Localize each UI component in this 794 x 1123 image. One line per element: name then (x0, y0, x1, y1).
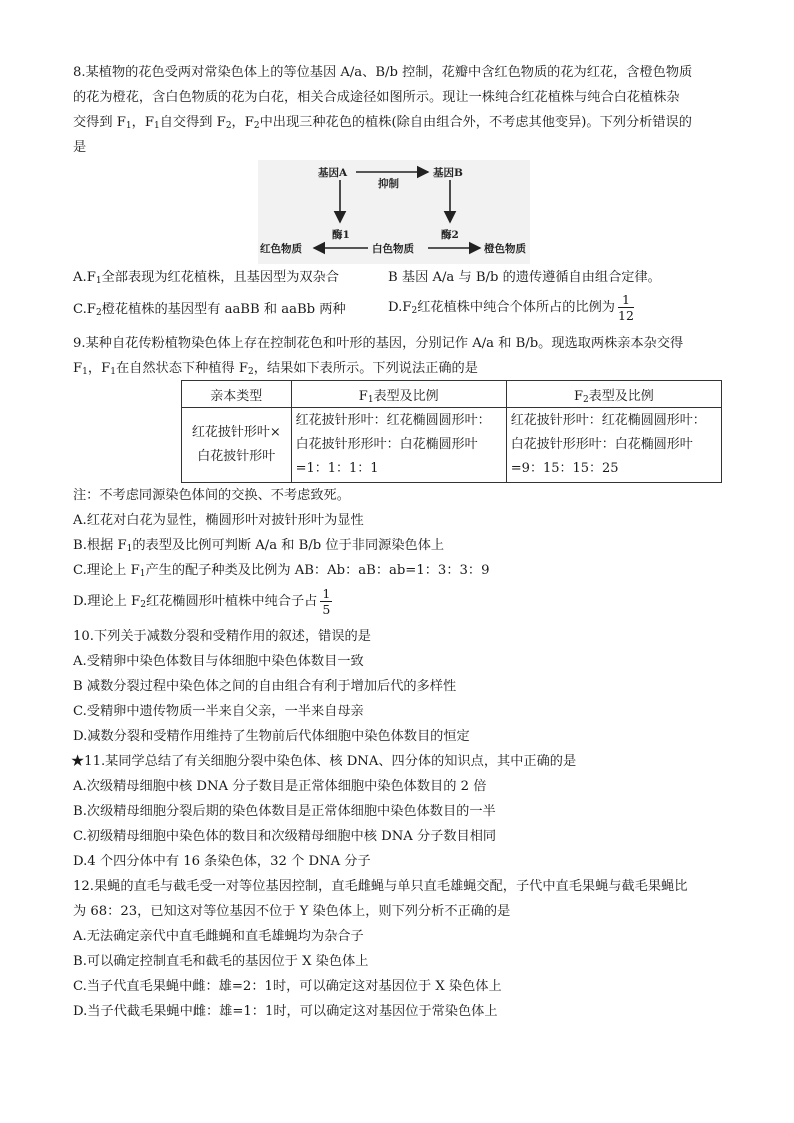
q8-stem-line-2: 的花为橙花，含白色物质的花为白花，相关合成途径如图所示。现让一株纯合红花植株与纯合白花植株杂 (73, 90, 680, 105)
enzyme-1-label: 酶1 (332, 229, 350, 241)
q11-option-b: B.次级精母细胞分裂后期的染色体数目是正常体细胞中染色体数目的一半 (73, 804, 496, 819)
q9-option-a: A.红花对白花为显性，椭圆形叶对披针形叶为显性 (73, 513, 364, 528)
cell-f1: 红花披针形叶：红花椭圆圆形叶：白花披针形形叶：白花椭圆形叶=1：1：1：1 (291, 408, 506, 483)
q11-option-d: D.4 个四分体中有 16 条染色体，32 个 DNA 分子 (73, 854, 371, 869)
q10-option-c: C.受精卵中遗传物质一半来自父亲，一半来自母亲 (73, 704, 364, 719)
q9-option-b: B.根据 $F_1$的表型及比例可判断 A/a 和 B/b 位于非同源染色体上 (73, 538, 445, 554)
q12-option-b: B.可以确定控制直毛和截毛的基因位于 X 染色体上 (73, 954, 369, 969)
gene-b-label: 基因B (433, 167, 463, 179)
cross-results-table (181, 380, 722, 483)
header-f1: $F_1$表型及比例 (291, 381, 506, 408)
q8-stem-line-4: 是 (73, 140, 87, 155)
q8-option-a: $A.F_1$全部表现为红花植株，且基因型为双杂合 (73, 270, 339, 286)
q12-option-d: D.当子代截毛果蝇中雌：雄=1：1时，可以确定这对基因位于常染色体上 (73, 1004, 498, 1019)
q10-stem: 10.下列关于减数分裂和受精作用的叙述，错误的是 (73, 629, 371, 644)
q8-option-d-fraction: $\frac{1}{12}$ (618, 292, 634, 323)
q8-stem-line-3: 交得到 $F_1$，$F_1$自交得到 $F_2$，$F_2$中出现三种花色的植株(除自由组合外，不考虑其他变异)。下列分析错误的 (73, 115, 692, 131)
cell-f2: 红花披针形叶：红花椭圆圆形叶：白花披针形形叶：白花椭圆形叶=9：15：15：25 (506, 408, 721, 483)
q11-option-c: C.初级精母细胞中染色体的数目和次级精母细胞中核 DNA 分子数目相同 (73, 829, 497, 844)
q8-stem-line-1: 8.某植物的花色受两对常染色体上的等位基因 A/a、B/b 控制，花瓣中含红色物质的花为红花，含橙色物质 (73, 65, 693, 80)
q9-stem-line-2: $F_1$，$F_1$在自然状态下种植得 $F_2$，结果如下表所示。下列说法正确的是 (73, 361, 478, 377)
inhibit-label: 抑制 (378, 178, 399, 190)
q11-option-a: A.次级精母细胞中核 DNA 分子数目是正常体细胞中染色体数目的 2 倍 (73, 779, 487, 794)
q8-option-c: $C.F_2$橙花植株的基因型有 aaBB 和 aaBb 两种 (73, 302, 346, 318)
header-f2: $F_2$表型及比例 (506, 381, 721, 408)
q9-option-d-fraction: $\frac{1}{5}$ (322, 586, 331, 617)
q10-option-d: D.减数分裂和受精作用维持了生物前后代体细胞中染色体数目的恒定 (73, 729, 470, 744)
q9-stem-line-1: 9.某种自花传粉植物染色体上存在控制花色和叶形的基因，分别记作 A/a 和 B/b。现选取两株亲本杂交得 (73, 336, 684, 351)
q12-stem-line-1: 12.果蝇的直毛与截毛受一对等位基因控制，直毛雌蝇与单只直毛雄蝇交配，子代中直毛果蝇与截毛果蝇比 (73, 879, 688, 894)
orange-substance-label: 橙色物质 (484, 243, 526, 255)
q10-option-a: A.受精卵中染色体数目与体细胞中染色体数目一致 (73, 654, 364, 669)
table-header-row (182, 381, 722, 408)
table-row (182, 408, 722, 483)
q9-note: 注：不考虑同源染色体间的交换、不考虑致死。 (73, 488, 350, 503)
q9-option-d: D.理论上 $F_2$红花椭圆形叶植株中纯合子占 $\frac{1}{5}$ (73, 586, 331, 617)
q12-option-c: C.当子代直毛果蝇中雌：雄=2：1时，可以确定这对基因位于 X 染色体上 (73, 979, 502, 994)
q12-option-a: A.无法确定亲代中直毛雌蝇和直毛雄蝇均为杂合子 (73, 929, 364, 944)
red-substance-label: 红色物质 (260, 243, 302, 255)
header-parent-type: 亲本类型 (182, 381, 292, 408)
pathway-diagram (258, 160, 530, 264)
cell-parent: 红花披针形叶×白花披针形叶 (182, 408, 292, 483)
q8-option-d: $D.F_2$红花植株中纯合个体所占的比例为 $\frac{1}{12}$ (388, 292, 634, 323)
q12-stem-line-2: 为 68：23，已知这对等位基因不位于 Y 染色体上，则下列分析不正确的是 (73, 904, 511, 919)
gene-a-label: 基因A (318, 167, 348, 179)
white-substance-label: 白色物质 (372, 243, 414, 255)
q10-option-b: B 减数分裂过程中染色体之间的自由组合有利于增加后代的多样性 (73, 679, 457, 694)
q11-stem: ★11.某同学总结了有关细胞分裂中染色体、核 DNA、四分体的知识点，其中正确的是 (71, 754, 577, 769)
enzyme-2-label: 酶2 (441, 229, 459, 241)
q9-option-c: C.理论上 $F_1$产生的配子种类及比例为 AB：Ab：aB：ab=1：3：3：9 (73, 563, 490, 579)
q8-option-b: B 基因 A/a 与 B/b 的遗传遵循自由组合定律。 (388, 270, 661, 285)
